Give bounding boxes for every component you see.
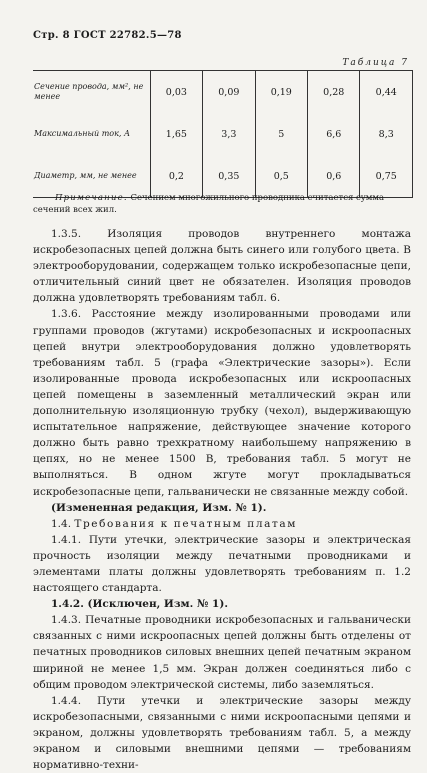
table-cell: 0,35 <box>203 155 255 198</box>
page-header: Стр. 8 ГОСТ 22782.5—78 <box>33 30 182 41</box>
table-cell: 0,6 <box>308 155 360 198</box>
table-cell: 0,75 <box>360 155 413 198</box>
amendment-note: (Измененная редакция, Изм. № 1). <box>51 501 267 514</box>
row-label: Максимальный ток, А <box>33 113 150 155</box>
paragraph-1-4-2: 1.4.2. (Исключен, Изм. № 1). <box>51 598 228 611</box>
section-heading-1-4 <box>33 516 411 532</box>
table-cell: 1,65 <box>150 113 202 155</box>
note-text: Сечением многожильного проводника считается сумма сечений всех жил. <box>33 193 385 215</box>
paragraph-1-4-3: 1.4.3. Печатные проводники искробезопасных и гальванически связанных с ними искроопасных цепей должны быть отделены от печатных проводников силовых внешних цепей печатным экраном шириной не менее 1,5 мм. Экран должен соединяться либо с общим проводом электрической системы, либо заземляться. <box>33 614 411 691</box>
table-cell: 3,3 <box>203 113 255 155</box>
table-note <box>33 192 411 216</box>
paragraph-1-4-1: 1.4.1. Пути утечки, электрические зазоры и электрическая прочность изоляции между печатными проводниками и элементами платы должны удовлетворять требованиям п. 1.2 настоящего стандарта. <box>33 533 411 595</box>
table-cell: 0,09 <box>203 71 255 114</box>
table-cell: 6,6 <box>308 113 360 155</box>
table-caption: Таблица 7 <box>342 58 409 68</box>
table-cell: 0,44 <box>360 71 413 114</box>
spec-table <box>33 70 413 198</box>
body-text <box>33 226 411 773</box>
table-cell: 8,3 <box>360 113 413 155</box>
table-cell: 0,03 <box>150 71 202 114</box>
row-label: Сечение провода, мм², не менее <box>33 71 150 114</box>
table-cell: 0,19 <box>255 71 307 114</box>
section-number: 1.4. <box>51 517 75 530</box>
table-row <box>33 113 413 155</box>
table-cell: 0,2 <box>150 155 202 198</box>
table-cell: 0,28 <box>308 71 360 114</box>
table-cell: 5 <box>255 113 307 155</box>
table-cell: 0,5 <box>255 155 307 198</box>
paragraph-1-3-6: 1.3.6. Расстояние между изолированными проводами или группами проводов (жгутами) искробезопасных и искроопасных цепей внутри электрооборудования должно удовлетворять требованиям табл. 5 (графа «Электрические зазоры»). Если изолированные провода искробезопасных или искроопасных цепей помещены в заземленный металлический экран или дополнительную изоляционную трубку (чехол), выдерживающую испытательное напряжение, действующее значение которого должно быть равно трехкратному наибольшему напряжению в цепях, но не менее 1500 В, требования табл. 5 могут не выполняться. В одном жгуте могут прокладываться искробезопасные цепи, гальванически не связанные между собой. <box>33 308 411 498</box>
row-label: Диаметр, мм, не менее <box>33 155 150 198</box>
paragraph-1-4-4: 1.4.4. Пути утечки и электрические зазоры между искробезопасными, связанными с ними искроопасными цепями и экраном, должны удовлетворять требованиям табл. 5, а между экраном и силовыми внешними цепями — требованиям нормативно-техни- <box>33 694 411 772</box>
table-row <box>33 71 413 114</box>
section-title: Требования к печатным платам <box>74 517 298 530</box>
paragraph-1-3-5: 1.3.5. Изоляция проводов внутреннего монтажа искробезопасных цепей должна быть синего или голубого цвета. В электрооборудовании, содержащем только искробезопасные цепи, отличительный синий цвет не обязателен. Изоляция проводов должна удовлетворять требованиям табл. 6. <box>33 228 411 305</box>
note-lead: Примечание. <box>55 193 128 203</box>
